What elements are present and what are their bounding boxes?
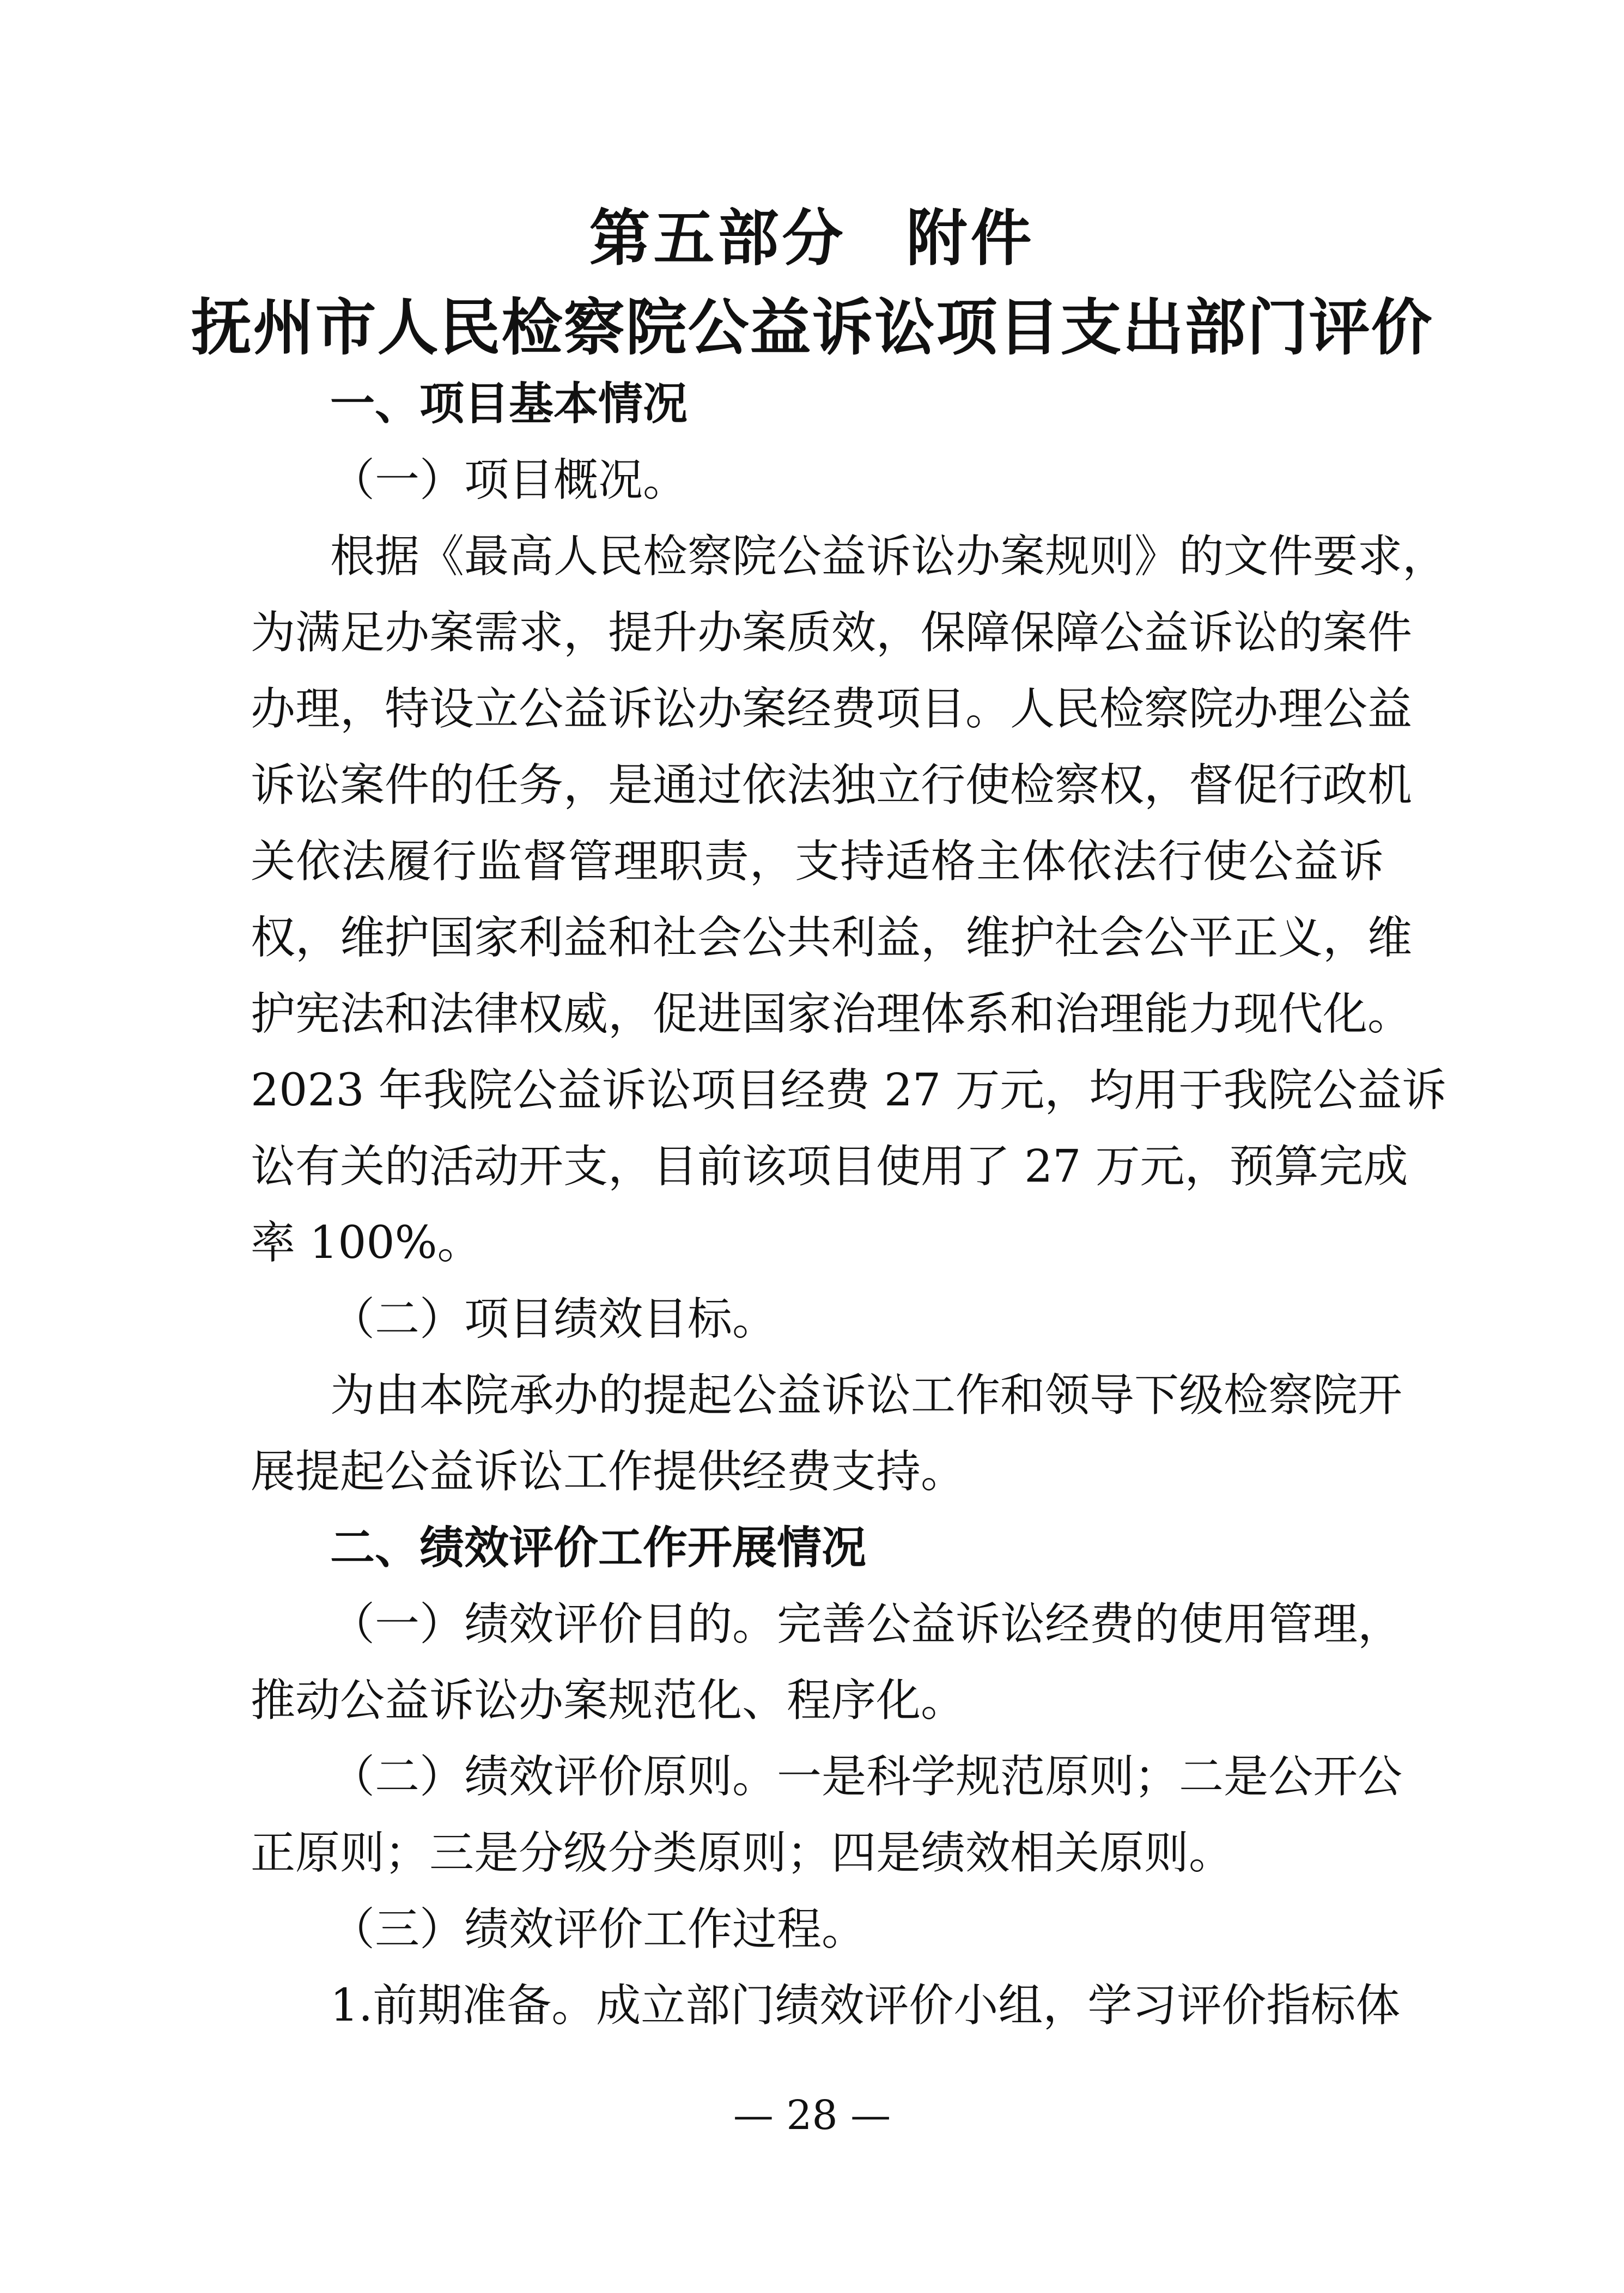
- paragraph-line: 诉讼案件的任务，是通过依法独立行使检察权，督促行政机: [251, 759, 1413, 811]
- paragraph-line: 2023 年我院公益诉讼项目经费 27 万元，均用于我院公益诉: [251, 1065, 1447, 1116]
- document-subtitle: 抚州市人民检察院公益诉讼项目支出部门评价: [191, 293, 1433, 363]
- paragraph-line: 率 100%。: [251, 1217, 482, 1269]
- paragraph-line: 为满足办案需求，提升办案质效，保障保障公益诉讼的案件: [251, 607, 1413, 659]
- section-heading-1: 一、项目基本情况: [330, 378, 688, 430]
- paragraph-line: 根据《最高人民检察院公益诉讼办案规则》的文件要求，: [330, 531, 1447, 582]
- paragraph-line: 权，维护国家利益和社会公共利益，维护社会公平正义，维: [251, 912, 1413, 964]
- paragraph-line: 正原则；三是分级分类原则；四是绩效相关原则。: [251, 1827, 1234, 1879]
- attachment-label: 附件: [906, 203, 1035, 274]
- paragraph-line: （一）绩效评价目的。完善公益诉讼经费的使用管理，: [330, 1598, 1403, 1650]
- subsection-heading: （一）项目概况。: [330, 454, 688, 506]
- paragraph-line: 关依法履行监督管理职责，支持适格主体依法行使公益诉: [251, 836, 1384, 887]
- paragraph-line: 讼有关的活动开支，目前该项目使用了 27 万元，预算完成: [251, 1141, 1408, 1193]
- page-number: — 28 —: [733, 2092, 891, 2139]
- section-heading-2: 二、绩效评价工作开展情况: [330, 1522, 867, 1574]
- paragraph-line: 推动公益诉讼办案规范化、程序化。: [251, 1675, 966, 1726]
- paragraph-line: 1.前期准备。成立部门绩效评价小组，学习评价指标体: [330, 1980, 1401, 2032]
- paragraph-line: 办理，特设立公益诉讼办案经费项目。人民检察院办理公益: [251, 683, 1413, 735]
- paragraph-line: 护宪法和法律权威，促进国家治理体系和治理能力现代化。: [251, 988, 1413, 1040]
- part-title: [0, 190, 1624, 277]
- subsection-heading: （三）绩效评价工作过程。: [330, 1903, 867, 1955]
- part-label: 第五部分: [589, 203, 847, 274]
- paragraph-line: 为由本院承办的提起公益诉讼工作和领导下级检察院开: [330, 1370, 1403, 1421]
- paragraph-line: （二）绩效评价原则。一是科学规范原则；二是公开公: [330, 1751, 1403, 1803]
- subsection-heading: （二）项目绩效目标。: [330, 1293, 777, 1345]
- paragraph-line: 展提起公益诉讼工作提供经费支持。: [251, 1446, 966, 1498]
